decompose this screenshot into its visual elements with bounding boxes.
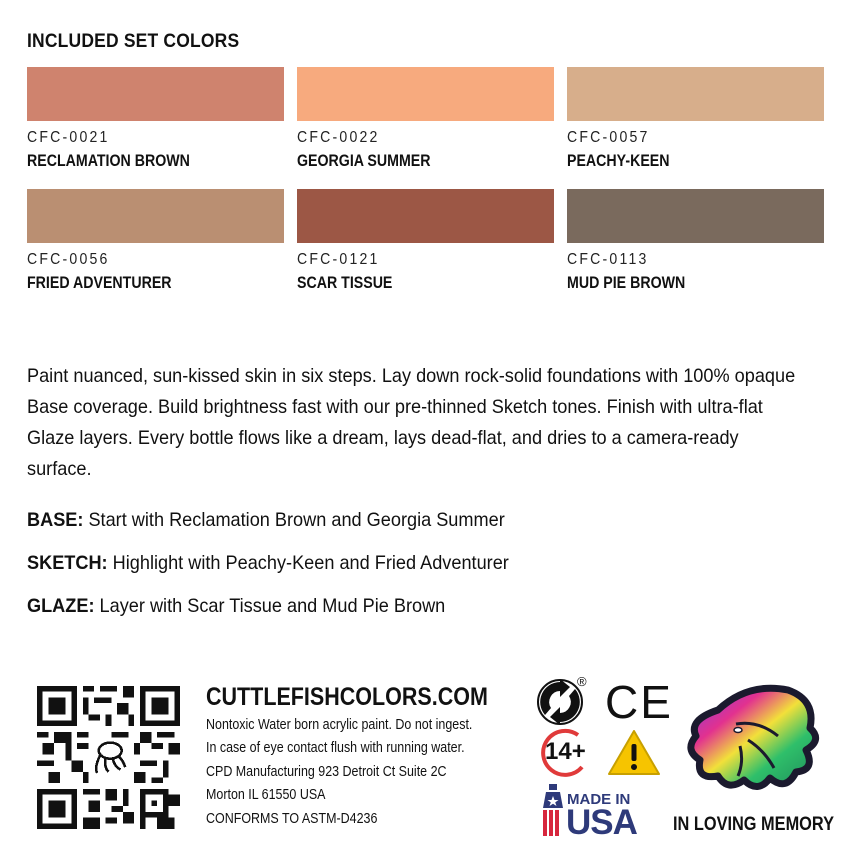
step-text: Layer with Scar Tissue and Mud Pie Brown: [94, 595, 446, 617]
step-text: Start with Reclamation Brown and Georgia Summer: [83, 509, 505, 531]
registered-mark: ®: [577, 674, 587, 689]
warning-icon: [606, 728, 662, 778]
color-code: CFC-0022: [297, 129, 380, 146]
safety-line: Nontoxic Water born acrylic paint. Do not ingest.: [206, 717, 473, 733]
color-name: PEACHY-KEEN: [567, 152, 670, 170]
made-in-label: MADE IN: [567, 791, 631, 808]
color-code: CFC-0056: [27, 251, 110, 268]
swatch-georgia-summer: [297, 67, 554, 121]
swatch-reclamation-brown: [27, 67, 284, 121]
address-line: CPD Manufacturing 923 Detroit Ct Suite 2C: [206, 764, 447, 780]
color-code: CFC-0121: [297, 251, 380, 268]
ce-mark-icon: CE: [605, 676, 673, 728]
safety-line: In case of eye contact flush with running water.: [206, 740, 465, 756]
color-name: GEORGIA SUMMER: [297, 152, 431, 170]
memorial-caption: IN LOVING MEMORY: [673, 814, 834, 835]
color-name: FRIED ADVENTURER: [27, 274, 172, 292]
color-name: MUD PIE BROWN: [567, 274, 686, 292]
color-name: SCAR TISSUE: [297, 274, 393, 292]
swatch-scar-tissue: [297, 189, 554, 243]
address-line: Morton IL 61550 USA: [206, 787, 326, 803]
qr-code-icon[interactable]: [37, 686, 180, 829]
swatch-fried-adventurer: [27, 189, 284, 243]
color-code: CFC-0057: [567, 129, 650, 146]
step-label: BASE:: [27, 509, 84, 531]
color-code: CFC-0021: [27, 129, 110, 146]
step-base: [27, 509, 505, 532]
usa-label: USA: [566, 803, 637, 842]
step-sketch: [27, 552, 509, 575]
step-label: SKETCH:: [27, 552, 108, 574]
swatch-mud-pie-brown: [567, 189, 824, 243]
product-description: Paint nuanced, sun-kissed skin in six steps. Lay down rock-solid foundations with 100% opaque Base coverage. Build brightness fast with our pre-thinned Sketch tones. Finish with ultra-flat Glaze layers. Every bottle flows like a dream, lays dead-flat, and dries to a camera-ready surface.: [27, 365, 796, 480]
age-label: 14+: [545, 738, 586, 765]
swatch-peachy-keen: [567, 67, 824, 121]
step-text: Highlight with Peachy-Keen and Fried Adventurer: [107, 552, 509, 574]
website-link[interactable]: CUTTLEFISHCOLORS.COM: [206, 683, 488, 711]
color-code: CFC-0113: [567, 251, 649, 268]
step-glaze: [27, 595, 445, 618]
conformance-line: CONFORMS TO ASTM-D4236: [206, 811, 378, 827]
usa-bottle-icon: [540, 784, 566, 838]
cuttlefish-logo-icon: [678, 680, 828, 800]
section-heading: INCLUDED SET COLORS: [27, 31, 240, 52]
step-label: GLAZE:: [27, 595, 95, 617]
color-name: RECLAMATION BROWN: [27, 152, 190, 170]
